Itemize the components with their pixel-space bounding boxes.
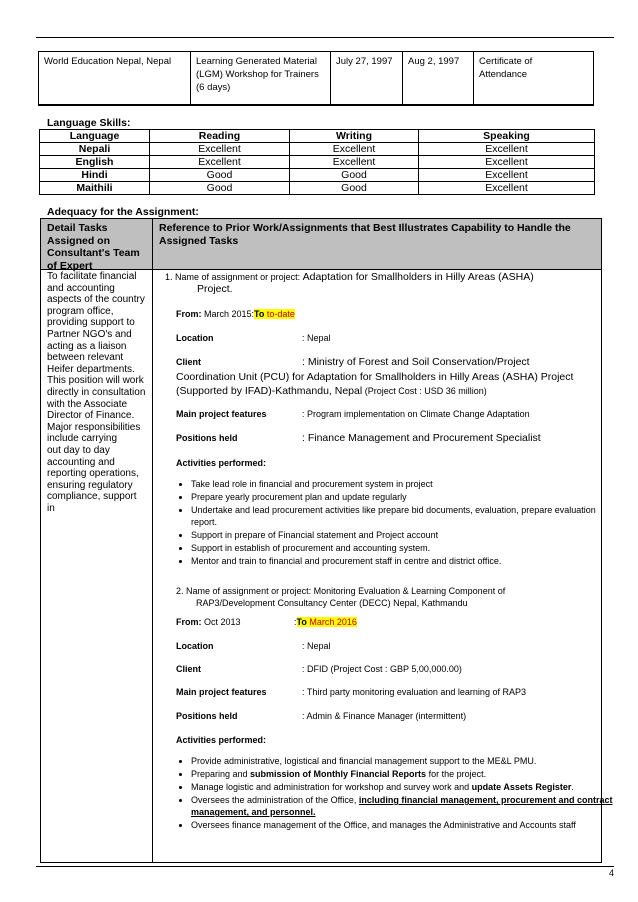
course-line: (6 days) bbox=[196, 82, 231, 93]
bold-text: submission of Monthly Financial Reports bbox=[250, 769, 427, 779]
location-value: : Nepal bbox=[302, 333, 331, 343]
header-detail-tasks bbox=[47, 222, 147, 272]
adequacy-table bbox=[40, 218, 613, 863]
list-item: • Undertake and lead procurement activities like prepare bid documents, evaluation, prepare evaluation report. bbox=[191, 504, 616, 528]
task-line: Heifer departments. bbox=[47, 363, 135, 375]
list-item: • Mentor and train to financial and procurement staff in centre and district office. bbox=[191, 555, 616, 567]
list-item: • Manage logistic and administration for workshop and survey work and update Assets Register. bbox=[191, 781, 616, 793]
column-header: Writing bbox=[290, 130, 419, 143]
task-line: Director of Finance. bbox=[47, 410, 135, 422]
client-value: : Ministry of Forest and Soil Conservation/Project bbox=[302, 356, 530, 368]
assignment-name-value: Adaptation for Smallholders in Hilly Areas (ASHA) bbox=[302, 271, 534, 283]
list-item: • Support in establish of procurement and accounting system. bbox=[191, 542, 616, 554]
column-header: Language bbox=[40, 130, 150, 143]
language-name: Hindi bbox=[40, 169, 150, 182]
assignment2-client bbox=[176, 663, 601, 675]
underlined-text: including financial management, procurement and contract management, and personnel. bbox=[191, 795, 613, 817]
adequacy-title: Adequacy for the Assignment: bbox=[47, 206, 199, 218]
language-name: Maithili bbox=[40, 182, 150, 195]
language-table bbox=[39, 129, 595, 195]
to-label: To bbox=[296, 617, 307, 627]
list-item: • Support in prepare of Financial statement and Project account bbox=[191, 529, 616, 541]
assignment2-name bbox=[176, 585, 601, 609]
task-line: between relevant bbox=[47, 352, 124, 364]
task-line: program office, bbox=[47, 305, 114, 317]
table-row bbox=[39, 52, 594, 105]
task-line: providing support to bbox=[47, 317, 135, 329]
table-cell: Excellent bbox=[419, 182, 595, 195]
assignment1-activities bbox=[176, 478, 616, 568]
assignment-number: 1. bbox=[165, 272, 173, 282]
header-line: Consultant's Team bbox=[47, 247, 140, 259]
table-cell: Good bbox=[150, 169, 290, 182]
header-line: Detail Tasks bbox=[47, 222, 108, 234]
training-certificate bbox=[474, 52, 594, 105]
assignment2-features bbox=[176, 686, 601, 698]
list-item: • Oversees the administration of the Office, including financial management, procurement and contract management, and personnel. bbox=[191, 794, 616, 818]
from-label: From: bbox=[176, 617, 202, 627]
from-value: Oct 2013 bbox=[204, 617, 241, 627]
task-description bbox=[47, 271, 151, 514]
project-cost: (Project Cost : USD 36 million) bbox=[364, 386, 487, 396]
training-course bbox=[191, 52, 331, 105]
location-label: Location bbox=[176, 641, 214, 651]
task-line: reporting operations, bbox=[47, 468, 139, 480]
page-number: 4 bbox=[608, 868, 614, 878]
list-item: • Prepare yearly procurement plan and update regularly bbox=[191, 491, 616, 503]
to-value: to-date bbox=[266, 309, 295, 319]
task-line: directly in consultation bbox=[47, 386, 146, 398]
table-cell: Excellent bbox=[419, 156, 595, 169]
task-line: out day to day bbox=[47, 444, 110, 456]
header-line: Reference to Prior Work/Assignments that Best Illustrates Capability to Handle the bbox=[159, 222, 571, 234]
positions-label: Positions held bbox=[176, 433, 238, 443]
bottom-rule bbox=[36, 866, 614, 867]
table-cell: Excellent bbox=[290, 156, 419, 169]
training-from-date: July 27, 1997 bbox=[331, 52, 403, 105]
location-label: Location bbox=[176, 333, 214, 343]
header-line: Assigned on bbox=[47, 234, 111, 247]
positions-label: Positions held bbox=[176, 711, 238, 721]
header-line: of Expert bbox=[47, 259, 93, 272]
assignment2-period bbox=[176, 616, 601, 628]
assignment1-features bbox=[176, 408, 601, 420]
positions-value: : Finance Management and Procurement Specialist bbox=[302, 432, 541, 444]
table-row bbox=[40, 169, 595, 182]
positions-value: : Admin & Finance Manager (intermittent) bbox=[302, 711, 467, 721]
table-row bbox=[40, 143, 595, 156]
assignment2-location bbox=[176, 640, 601, 652]
activities-label: Activities performed: bbox=[176, 735, 267, 745]
table-row bbox=[40, 156, 595, 169]
task-line: Major responsibilities bbox=[47, 421, 141, 433]
top-rule bbox=[36, 37, 614, 38]
table-cell: Good bbox=[290, 182, 419, 195]
to-value: March 2016 bbox=[309, 617, 357, 627]
assignment1-location bbox=[176, 332, 601, 344]
table-row bbox=[40, 182, 595, 195]
assignment-name-line: Name of assignment or project: Monitoring Evaluation & Learning Component of bbox=[186, 586, 506, 596]
from-value: March 2015: bbox=[204, 309, 255, 319]
task-line: Partner NGO's and bbox=[47, 328, 132, 340]
training-to-date: Aug 2, 1997 bbox=[403, 52, 474, 105]
to-label: To bbox=[254, 309, 265, 319]
task-line: ensuring regulatory bbox=[47, 479, 133, 491]
table-header-row bbox=[40, 130, 595, 143]
assignment1-positions bbox=[176, 432, 601, 444]
client-line: (Supported by IFAD)-Kathmandu, Nepal bbox=[176, 385, 363, 397]
table-cell: Good bbox=[150, 182, 290, 195]
column-divider bbox=[152, 219, 153, 862]
assignment-number: 2. bbox=[176, 586, 184, 596]
list-item: • Provide administrative, logistical and financial management support to the ME&L PMU. bbox=[191, 755, 616, 767]
task-line: in bbox=[47, 502, 55, 514]
task-line: acting as a liaison bbox=[47, 340, 127, 352]
table-cell: Excellent bbox=[150, 156, 290, 169]
features-value: : Third party monitoring evaluation and learning of RAP3 bbox=[302, 687, 526, 697]
assignment1-period bbox=[176, 308, 601, 320]
bold-text: update Assets Register bbox=[471, 782, 572, 792]
client-label: Client bbox=[176, 357, 202, 367]
client-line: Coordination Unit (PCU) for Adaptation for Smallholders in Hilly Areas (ASHA) Project bbox=[176, 370, 574, 383]
assignment-name-label: Name of assignment or project: bbox=[175, 272, 301, 282]
table-cell: Excellent bbox=[150, 143, 290, 156]
training-organization: World Education Nepal, Nepal bbox=[39, 52, 191, 105]
header-reference bbox=[159, 222, 591, 247]
table-cell: Excellent bbox=[419, 169, 595, 182]
column-header: Speaking bbox=[419, 130, 595, 143]
list-item: • Oversees finance management of the Office, and manages the Administrative and Accounts staff bbox=[191, 819, 616, 831]
location-value: : Nepal bbox=[302, 641, 331, 651]
assignment-name-cont: Project. bbox=[197, 283, 233, 295]
assignment2-positions bbox=[176, 710, 601, 722]
certificate-line: Certificate of bbox=[479, 56, 533, 67]
task-line: accounting and bbox=[47, 456, 115, 468]
language-skills-title: Language Skills: bbox=[47, 117, 131, 129]
client-value: : DFID (Project Cost : GBP 5,00,000.00) bbox=[302, 664, 462, 674]
list-item: • Take lead role in financial and procurement system in project bbox=[191, 478, 616, 490]
to-colon: : bbox=[294, 617, 297, 627]
task-line: aspects of the country bbox=[47, 294, 145, 306]
course-line: (LGM) Workshop for Trainers bbox=[196, 69, 319, 80]
certificate-line: Attendance bbox=[479, 69, 528, 80]
task-line: compliance, support bbox=[47, 491, 137, 503]
header-line: Assigned Tasks bbox=[159, 234, 239, 247]
features-value: : Program implementation on Climate Change Adaptation bbox=[302, 409, 530, 419]
task-line: include carrying bbox=[47, 433, 118, 445]
assignment-name-line: RAP3/Development Consultancy Center (DECC) Nepal, Kathmandu bbox=[196, 598, 468, 608]
assignment1-client bbox=[176, 355, 601, 399]
task-line: with the Associate bbox=[47, 398, 128, 410]
features-label: Main project features bbox=[176, 409, 267, 419]
assignment2-activities bbox=[176, 755, 616, 832]
table-cell: Excellent bbox=[290, 143, 419, 156]
table-cell: Excellent bbox=[419, 143, 595, 156]
language-name: Nepali bbox=[40, 143, 150, 156]
course-line: Learning Generated Material bbox=[196, 56, 317, 67]
task-line: and accounting bbox=[47, 282, 115, 294]
assignment1-name bbox=[165, 271, 590, 295]
features-label: Main project features bbox=[176, 687, 267, 697]
training-table bbox=[38, 51, 594, 105]
list-item: • Preparing and submission of Monthly Financial Reports for the project. bbox=[191, 768, 616, 780]
client-label: Client bbox=[176, 664, 202, 674]
task-line: To facilitate financial bbox=[47, 271, 137, 282]
from-label: From: bbox=[176, 309, 202, 319]
task-line: This position will work bbox=[47, 375, 144, 387]
language-name: English bbox=[40, 156, 150, 169]
section-rule bbox=[38, 105, 594, 106]
activities-label: Activities performed: bbox=[176, 458, 267, 468]
column-header: Reading bbox=[150, 130, 290, 143]
table-cell: Good bbox=[290, 169, 419, 182]
